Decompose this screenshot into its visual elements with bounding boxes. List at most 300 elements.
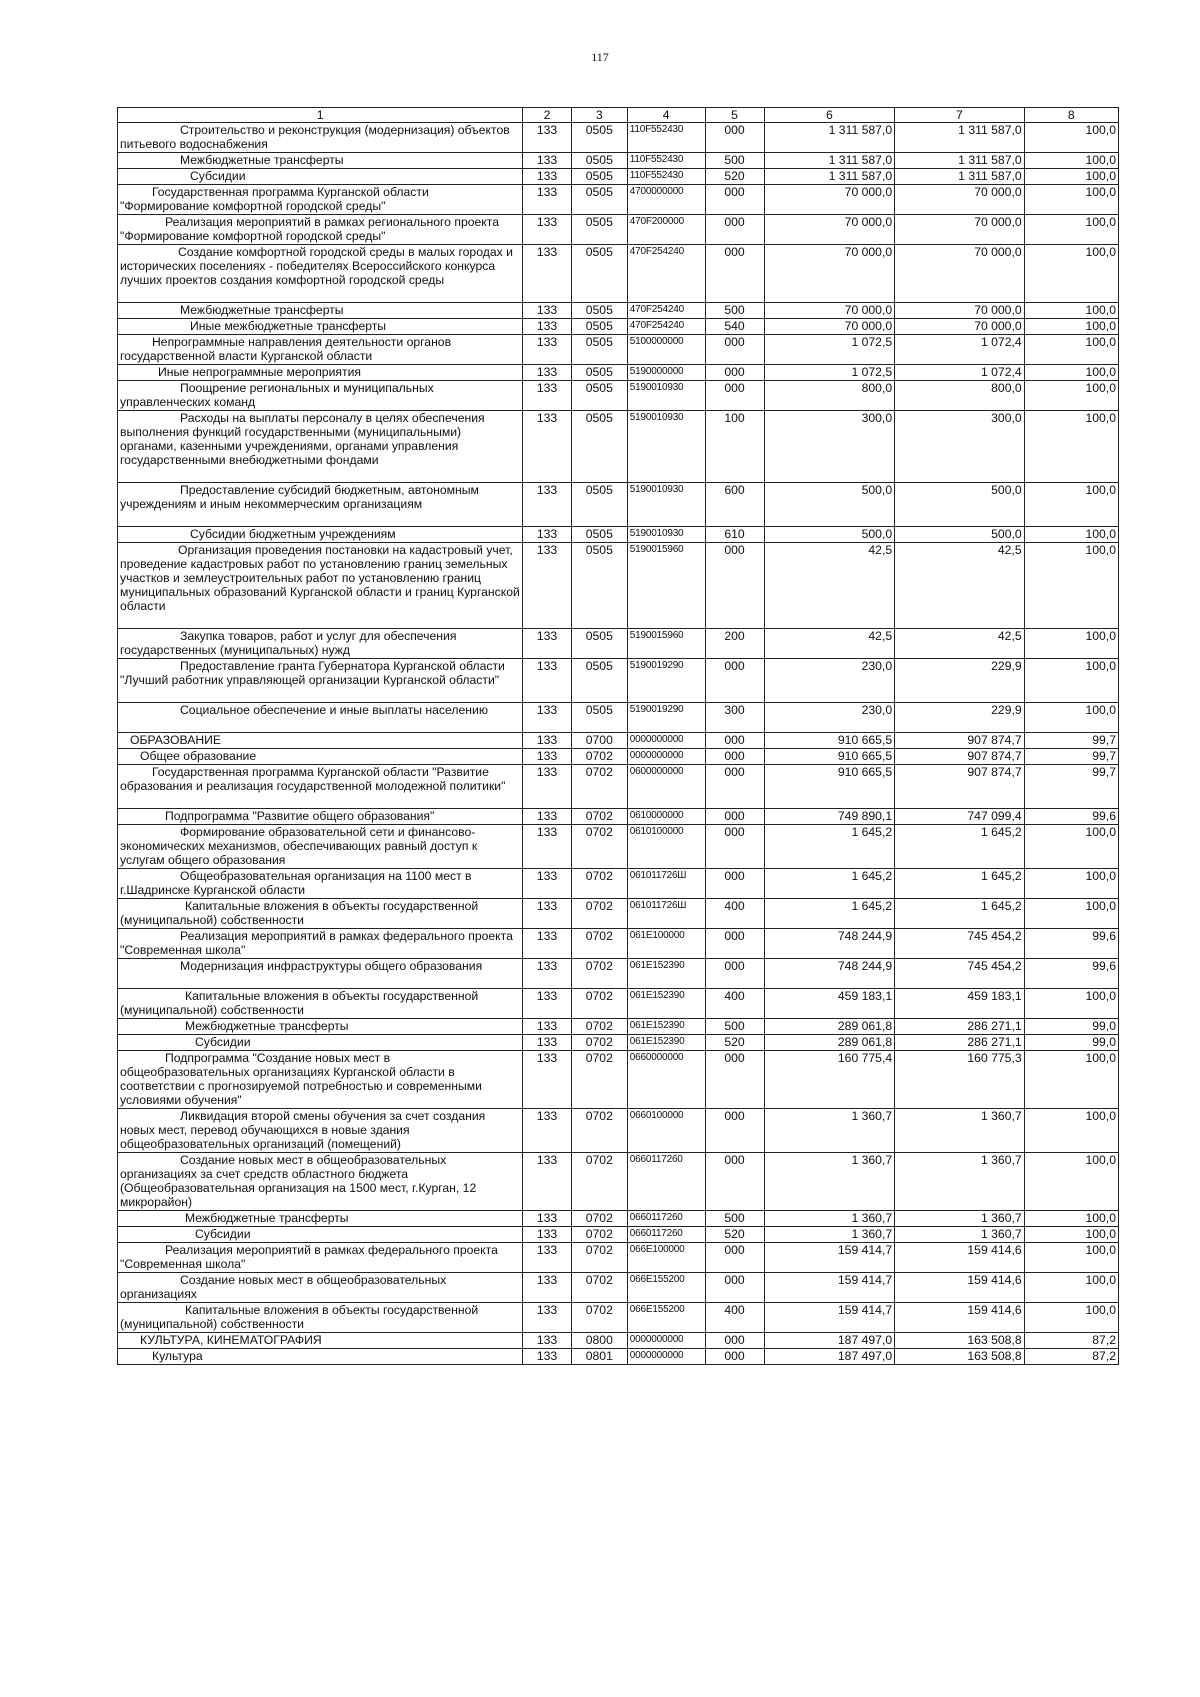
fact-amount-cell: 1 645,2 [895,825,1025,869]
percent-cell: 100,0 [1024,153,1118,169]
percent-cell: 100,0 [1024,303,1118,319]
section-cell: 0702 [571,749,627,765]
table-row [118,245,1119,303]
expense-type-cell: 300 [705,703,764,733]
fact-amount-cell: 229,9 [895,659,1025,703]
fact-amount-cell: 1 311 587,0 [895,169,1025,185]
section-cell: 0505 [571,703,627,733]
table-row [118,303,1119,319]
ministry-cell: 133 [523,1153,572,1211]
table-row [118,1051,1119,1109]
plan-amount-cell: 1 311 587,0 [764,153,895,169]
table-row [118,335,1119,365]
expense-type-cell: 400 [705,1303,764,1333]
fact-amount-cell: 42,5 [895,629,1025,659]
ministry-cell: 133 [523,929,572,959]
section-cell: 0505 [571,365,627,381]
percent-cell: 100,0 [1024,1227,1118,1243]
expense-type-cell: 000 [705,1051,764,1109]
name-cell: Формирование образовательной сети и финансово-экономических механизмов, обеспечивающих равный доступ к услугам общего образования [118,825,523,869]
target-article-cell: 0000000000 [627,749,705,765]
name-cell: Реализация мероприятий в рамках федерального проекта "Современная школа" [118,929,523,959]
section-cell: 0702 [571,1051,627,1109]
percent-cell: 100,0 [1024,1303,1118,1333]
expense-type-cell: 000 [705,1109,764,1153]
percent-cell: 100,0 [1024,215,1118,245]
name-cell: Субсидии [118,169,523,185]
expense-type-cell: 000 [705,733,764,749]
plan-amount-cell: 70 000,0 [764,319,895,335]
target-article-cell: 5190015960 [627,543,705,629]
fact-amount-cell: 286 271,1 [895,1019,1025,1035]
table-body [118,108,1119,1365]
plan-amount-cell: 70 000,0 [764,245,895,303]
section-cell: 0702 [571,1303,627,1333]
fact-amount-cell: 1 645,2 [895,869,1025,899]
header-cell: 2 [523,108,572,123]
ministry-cell: 133 [523,1303,572,1333]
target-article-cell: 5190000000 [627,365,705,381]
ministry-cell: 133 [523,245,572,303]
plan-amount-cell: 1 360,7 [764,1227,895,1243]
percent-cell: 100,0 [1024,335,1118,365]
target-article-cell: 0000000000 [627,1333,705,1349]
expense-type-cell: 500 [705,1211,764,1227]
name-cell: Ликвидация второй смены обучения за счет создания новых мест, перевод обучающихся в новые здания общеобразовательных организаций (помещений) [118,1109,523,1153]
name-cell: Межбюджетные трансферты [118,303,523,319]
ministry-cell: 133 [523,1109,572,1153]
name-cell: Поощрение региональных и муниципальных управленческих команд [118,381,523,411]
ministry-cell: 133 [523,543,572,629]
expense-type-cell: 400 [705,899,764,929]
target-article-cell: 5190015960 [627,629,705,659]
expense-type-cell: 000 [705,1349,764,1365]
table-row [118,825,1119,869]
name-cell: Строительство и реконструкция (модернизация) объектов питьевого водоснабжения [118,123,523,153]
percent-cell: 100,0 [1024,381,1118,411]
fact-amount-cell: 1 360,7 [895,1211,1025,1227]
fact-amount-cell: 745 454,2 [895,929,1025,959]
table-row [118,527,1119,543]
table-row [118,1227,1119,1243]
expense-type-cell: 000 [705,825,764,869]
ministry-cell: 133 [523,1019,572,1035]
name-cell: Подпрограмма "Развитие общего образования" [118,809,523,825]
section-cell: 0505 [571,153,627,169]
target-article-cell: 066E100000 [627,1243,705,1273]
name-cell: Капитальные вложения в объекты государственной (муниципальной) собственности [118,899,523,929]
plan-amount-cell: 748 244,9 [764,929,895,959]
ministry-cell: 133 [523,483,572,527]
expense-type-cell: 000 [705,215,764,245]
name-cell: Расходы на выплаты персоналу в целях обеспечения выполнения функций государственными (муниципальными) органами, казенными учреждениями, органами управления государственными внебюджетными фондами [118,411,523,483]
percent-cell: 100,0 [1024,527,1118,543]
name-cell: Межбюджетные трансферты [118,153,523,169]
percent-cell: 100,0 [1024,543,1118,629]
expense-type-cell: 100 [705,411,764,483]
target-article-cell: 0000000000 [627,1349,705,1365]
target-article-cell: 0660000000 [627,1051,705,1109]
fact-amount-cell: 500,0 [895,483,1025,527]
name-cell: Реализация мероприятий в рамках федерального проекта "Современная школа" [118,1243,523,1273]
fact-amount-cell: 1 360,7 [895,1227,1025,1243]
ministry-cell: 133 [523,629,572,659]
ministry-cell: 133 [523,1243,572,1273]
target-article-cell: 5190019290 [627,659,705,703]
table-row [118,1243,1119,1273]
table-row [118,1349,1119,1365]
expense-type-cell: 000 [705,929,764,959]
expense-type-cell: 000 [705,1243,764,1273]
section-cell: 0702 [571,1227,627,1243]
target-article-cell: 061E152390 [627,989,705,1019]
target-article-cell: 110F552430 [627,153,705,169]
section-cell: 0505 [571,123,627,153]
fact-amount-cell: 229,9 [895,703,1025,733]
fact-amount-cell: 70 000,0 [895,319,1025,335]
expense-type-cell: 000 [705,123,764,153]
target-article-cell: 5190010930 [627,483,705,527]
plan-amount-cell: 1 311 587,0 [764,123,895,153]
plan-amount-cell: 1 645,2 [764,825,895,869]
section-cell: 0800 [571,1333,627,1349]
name-cell: Создание новых мест в общеобразовательных организациях [118,1273,523,1303]
plan-amount-cell: 1 360,7 [764,1153,895,1211]
percent-cell: 100,0 [1024,703,1118,733]
ministry-cell: 133 [523,659,572,703]
section-cell: 0700 [571,733,627,749]
section-cell: 0505 [571,483,627,527]
table-row [118,765,1119,809]
expense-type-cell: 000 [705,365,764,381]
table-row [118,169,1119,185]
header-cell: 3 [571,108,627,123]
percent-cell: 100,0 [1024,1243,1118,1273]
header-cell: 4 [627,108,705,123]
section-cell: 0702 [571,765,627,809]
plan-amount-cell: 300,0 [764,411,895,483]
table-row [118,1153,1119,1211]
ministry-cell: 133 [523,1273,572,1303]
name-cell: Капитальные вложения в объекты государственной (муниципальной) собственности [118,989,523,1019]
section-cell: 0702 [571,1211,627,1227]
percent-cell: 87,2 [1024,1349,1118,1365]
target-article-cell: 0610000000 [627,809,705,825]
ministry-cell: 133 [523,989,572,1019]
fact-amount-cell: 286 271,1 [895,1035,1025,1051]
percent-cell: 100,0 [1024,629,1118,659]
table-row [118,319,1119,335]
plan-amount-cell: 70 000,0 [764,303,895,319]
plan-amount-cell: 749 890,1 [764,809,895,825]
section-cell: 0702 [571,1035,627,1051]
expense-type-cell: 500 [705,1019,764,1035]
table-row [118,703,1119,733]
section-cell: 0702 [571,1273,627,1303]
percent-cell: 100,0 [1024,659,1118,703]
fact-amount-cell: 1 645,2 [895,899,1025,929]
percent-cell: 99,7 [1024,733,1118,749]
fact-amount-cell: 300,0 [895,411,1025,483]
fact-amount-cell: 907 874,7 [895,733,1025,749]
table-row [118,989,1119,1019]
percent-cell: 99,6 [1024,929,1118,959]
name-cell: Социальное обеспечение и иные выплаты населению [118,703,523,733]
plan-amount-cell: 230,0 [764,659,895,703]
section-cell: 0505 [571,169,627,185]
expense-type-cell: 540 [705,319,764,335]
fact-amount-cell: 159 414,6 [895,1243,1025,1273]
target-article-cell: 470F254240 [627,319,705,335]
target-article-cell: 0660100000 [627,1109,705,1153]
expense-type-cell: 520 [705,169,764,185]
section-cell: 0505 [571,527,627,543]
section-cell: 0505 [571,411,627,483]
section-cell: 0702 [571,869,627,899]
target-article-cell: 066E155200 [627,1303,705,1333]
name-cell: Общее образование [118,749,523,765]
plan-amount-cell: 748 244,9 [764,959,895,989]
percent-cell: 100,0 [1024,1153,1118,1211]
target-article-cell: 470F254240 [627,303,705,319]
section-cell: 0505 [571,245,627,303]
fact-amount-cell: 1 072,4 [895,365,1025,381]
fact-amount-cell: 1 072,4 [895,335,1025,365]
percent-cell: 100,0 [1024,1109,1118,1153]
percent-cell: 100,0 [1024,365,1118,381]
expense-type-cell: 000 [705,1273,764,1303]
ministry-cell: 133 [523,411,572,483]
percent-cell: 99,6 [1024,959,1118,989]
ministry-cell: 133 [523,319,572,335]
section-cell: 0702 [571,825,627,869]
expense-type-cell: 000 [705,809,764,825]
section-cell: 0702 [571,809,627,825]
plan-amount-cell: 289 061,8 [764,1035,895,1051]
section-cell: 0505 [571,319,627,335]
fact-amount-cell: 159 414,6 [895,1303,1025,1333]
fact-amount-cell: 70 000,0 [895,303,1025,319]
name-cell: Иные межбюджетные трансферты [118,319,523,335]
name-cell: Субсидии [118,1227,523,1243]
target-article-cell: 0000000000 [627,733,705,749]
section-cell: 0505 [571,215,627,245]
table-row [118,929,1119,959]
ministry-cell: 133 [523,1349,572,1365]
percent-cell: 99,7 [1024,749,1118,765]
ministry-cell: 133 [523,303,572,319]
expense-type-cell: 000 [705,1153,764,1211]
fact-amount-cell: 1 311 587,0 [895,123,1025,153]
ministry-cell: 133 [523,381,572,411]
plan-amount-cell: 42,5 [764,629,895,659]
plan-amount-cell: 910 665,5 [764,733,895,749]
name-cell: Предоставление субсидий бюджетным, автономным учреждениям и иным некоммерческим организациям [118,483,523,527]
percent-cell: 100,0 [1024,185,1118,215]
expense-type-cell: 000 [705,765,764,809]
fact-amount-cell: 70 000,0 [895,245,1025,303]
ministry-cell: 133 [523,1227,572,1243]
table-row [118,365,1119,381]
plan-amount-cell: 459 183,1 [764,989,895,1019]
plan-amount-cell: 70 000,0 [764,215,895,245]
plan-amount-cell: 159 414,7 [764,1243,895,1273]
expense-type-cell: 610 [705,527,764,543]
header-cell: 7 [895,108,1025,123]
plan-amount-cell: 187 497,0 [764,1349,895,1365]
expense-type-cell: 000 [705,869,764,899]
table-row [118,123,1119,153]
fact-amount-cell: 70 000,0 [895,185,1025,215]
table-row [118,1273,1119,1303]
fact-amount-cell: 907 874,7 [895,765,1025,809]
percent-cell: 100,0 [1024,169,1118,185]
target-article-cell: 061E152390 [627,959,705,989]
fact-amount-cell: 500,0 [895,527,1025,543]
name-cell: Закупка товаров, работ и услуг для обеспечения государственных (муниципальных) нужд [118,629,523,659]
plan-amount-cell: 1 072,5 [764,335,895,365]
expense-type-cell: 500 [705,303,764,319]
name-cell: Общеобразовательная организация на 1100 мест в г.Шадринске Курганской области [118,869,523,899]
ministry-cell: 133 [523,809,572,825]
fact-amount-cell: 459 183,1 [895,989,1025,1019]
percent-cell: 100,0 [1024,869,1118,899]
name-cell: Модернизация инфраструктуры общего образования [118,959,523,989]
ministry-cell: 133 [523,123,572,153]
ministry-cell: 133 [523,1051,572,1109]
table-row [118,1303,1119,1333]
expense-type-cell: 000 [705,185,764,215]
expense-type-cell: 000 [705,543,764,629]
table-row [118,381,1119,411]
ministry-cell: 133 [523,733,572,749]
target-article-cell: 5190010930 [627,411,705,483]
percent-cell: 99,7 [1024,765,1118,809]
expense-type-cell: 000 [705,959,764,989]
fact-amount-cell: 42,5 [895,543,1025,629]
fact-amount-cell: 159 414,6 [895,1273,1025,1303]
percent-cell: 100,0 [1024,319,1118,335]
section-cell: 0702 [571,959,627,989]
expense-type-cell: 000 [705,659,764,703]
table-row [118,629,1119,659]
percent-cell: 87,2 [1024,1333,1118,1349]
target-article-cell: 061011726Ш [627,869,705,899]
section-cell: 0702 [571,1153,627,1211]
fact-amount-cell: 1 360,7 [895,1109,1025,1153]
plan-amount-cell: 1 645,2 [764,869,895,899]
expense-type-cell: 520 [705,1227,764,1243]
name-cell: Субсидии [118,1035,523,1051]
expense-type-cell: 000 [705,245,764,303]
table-row [118,749,1119,765]
plan-amount-cell: 910 665,5 [764,765,895,809]
fact-amount-cell: 1 360,7 [895,1153,1025,1211]
name-cell: Реализация мероприятий в рамках регионального проекта "Формирование комфортной городской среды" [118,215,523,245]
target-article-cell: 0610100000 [627,825,705,869]
plan-amount-cell: 910 665,5 [764,749,895,765]
plan-amount-cell: 230,0 [764,703,895,733]
fact-amount-cell: 745 454,2 [895,959,1025,989]
target-article-cell: 061E100000 [627,929,705,959]
table-row [118,733,1119,749]
expense-type-cell: 500 [705,153,764,169]
name-cell: Субсидии бюджетным учреждениям [118,527,523,543]
table-row [118,1019,1119,1035]
table-row [118,959,1119,989]
ministry-cell: 133 [523,153,572,169]
section-cell: 0505 [571,335,627,365]
ministry-cell: 133 [523,527,572,543]
percent-cell: 99,6 [1024,809,1118,825]
plan-amount-cell: 160 775,4 [764,1051,895,1109]
plan-amount-cell: 159 414,7 [764,1303,895,1333]
ministry-cell: 133 [523,765,572,809]
plan-amount-cell: 159 414,7 [764,1273,895,1303]
section-cell: 0702 [571,1109,627,1153]
fact-amount-cell: 1 311 587,0 [895,153,1025,169]
plan-amount-cell: 500,0 [764,527,895,543]
target-article-cell: 110F552430 [627,169,705,185]
expense-type-cell: 000 [705,335,764,365]
section-cell: 0702 [571,1243,627,1273]
ministry-cell: 133 [523,749,572,765]
name-cell: Межбюджетные трансферты [118,1019,523,1035]
plan-amount-cell: 1 360,7 [764,1211,895,1227]
percent-cell: 100,0 [1024,411,1118,483]
header-row [118,108,1119,123]
target-article-cell: 0600000000 [627,765,705,809]
ministry-cell: 133 [523,335,572,365]
name-cell: Межбюджетные трансферты [118,1211,523,1227]
table-row [118,1035,1119,1051]
plan-amount-cell: 1 311 587,0 [764,169,895,185]
section-cell: 0702 [571,989,627,1019]
ministry-cell: 133 [523,1333,572,1349]
budget-table [117,107,1119,1365]
fact-amount-cell: 160 775,3 [895,1051,1025,1109]
expense-type-cell: 600 [705,483,764,527]
expense-type-cell: 000 [705,381,764,411]
target-article-cell: 5190010930 [627,381,705,411]
name-cell: КУЛЬТУРА, КИНЕМАТОГРАФИЯ [118,1333,523,1349]
name-cell: Создание комфортной городской среды в малых городах и исторических поселениях - победителях Всероссийского конкурса лучших проектов создания комфортной городской среды [118,245,523,303]
header-cell: 6 [764,108,895,123]
target-article-cell: 0660117260 [627,1153,705,1211]
section-cell: 0505 [571,659,627,703]
table-row [118,483,1119,527]
target-article-cell: 0660117260 [627,1211,705,1227]
fact-amount-cell: 907 874,7 [895,749,1025,765]
target-article-cell: 061E152390 [627,1035,705,1051]
header-cell: 1 [118,108,523,123]
ministry-cell: 133 [523,215,572,245]
ministry-cell: 133 [523,703,572,733]
target-article-cell: 470F254240 [627,245,705,303]
ministry-cell: 133 [523,825,572,869]
header-cell: 5 [705,108,764,123]
page-number: 117 [591,50,609,64]
name-cell: Государственная программа Курганской области "Развитие образования и реализация государственной молодежной политики" [118,765,523,809]
header-cell: 8 [1024,108,1118,123]
table-row [118,411,1119,483]
expense-type-cell: 000 [705,1333,764,1349]
table-row [118,1109,1119,1153]
target-article-cell: 470F200000 [627,215,705,245]
name-cell: Создание новых мест в общеобразовательных организациях за счет средств областного бюджета (Общеобразовательная организация на 1500 мест, г.Курган, 12 микрорайон) [118,1153,523,1211]
percent-cell: 100,0 [1024,989,1118,1019]
plan-amount-cell: 289 061,8 [764,1019,895,1035]
